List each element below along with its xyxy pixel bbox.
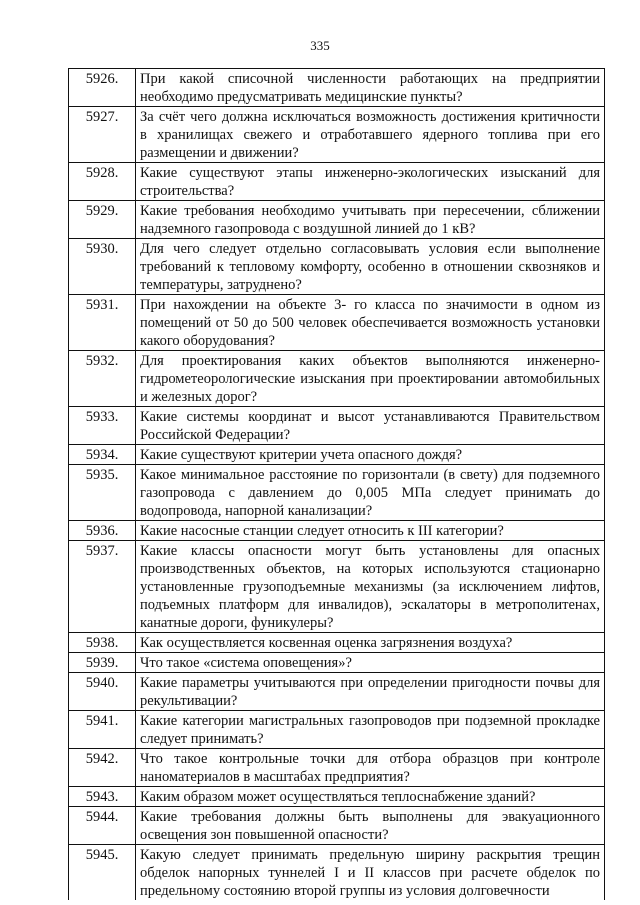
page-number: 335 (310, 38, 330, 53)
row-number: 5937. (69, 541, 136, 633)
table-row (69, 163, 605, 201)
question-text: Какие параметры учитываются при определении пригодности почвы для рекультивации? (136, 673, 605, 711)
table-row (69, 541, 605, 633)
table-row (69, 201, 605, 239)
table-row (69, 711, 605, 749)
question-text: Какие классы опасности могут быть установлены для опасных производственных объектов, на которых используются стационарно установленные грузоподъемные механизмы (за исключением лифтов, подъемных платформ для инвалидов), эскалаторы в метрополитенах, канатные дороги, фуникулеры? (136, 541, 605, 633)
row-number: 5943. (69, 787, 136, 807)
row-number: 5929. (69, 201, 136, 239)
table-row (69, 749, 605, 787)
row-number: 5931. (69, 295, 136, 351)
question-text: Какие требования должны быть выполнены для эвакуационного освещения зон повышенной опасности? (136, 807, 605, 845)
table-row (69, 845, 605, 901)
question-text: Что такое «система оповещения»? (136, 653, 605, 673)
row-number: 5932. (69, 351, 136, 407)
question-text: Какие системы координат и высот устанавливаются Правительством Российской Федерации? (136, 407, 605, 445)
question-text: Какую следует принимать предельную ширину раскрытия трещин обделок напорных туннелей I и II классов при расчете обделок по предельному состоянию второй группы из условия долговечности (136, 845, 605, 901)
table-row (69, 407, 605, 445)
row-number: 5928. (69, 163, 136, 201)
row-number: 5944. (69, 807, 136, 845)
row-number: 5936. (69, 521, 136, 541)
row-number: 5926. (69, 69, 136, 107)
row-number: 5940. (69, 673, 136, 711)
row-number: 5927. (69, 107, 136, 163)
question-text: За счёт чего должна исключаться возможность достижения критичности в хранилищах свежего и отработавшего ядерного топлива при его размещении и движении? (136, 107, 605, 163)
question-text: Для проектирования каких объектов выполняются инженерно-гидрометеорологические изыскания при проектировании автомобильных и железных дорог? (136, 351, 605, 407)
row-number: 5933. (69, 407, 136, 445)
question-text: Какие насосные станции следует относить к III категории? (136, 521, 605, 541)
question-text: Какое минимальное расстояние по горизонтали (в свету) для подземного газопровода с давлением до 0,005 МПа следует принимать до водопровода, напорной канализации? (136, 465, 605, 521)
question-text: При какой списочной численности работающих на предприятии необходимо предусматривать медицинские пункты? (136, 69, 605, 107)
table-row (69, 633, 605, 653)
question-text: При нахождении на объекте 3- го класса по значимости в одном из помещений от 50 до 500 человек обеспечивается возможность установки какого оборудования? (136, 295, 605, 351)
row-number: 5941. (69, 711, 136, 749)
table-row (69, 465, 605, 521)
table-row (69, 69, 605, 107)
question-text: Каким образом может осуществляться теплоснабжение зданий? (136, 787, 605, 807)
question-text: Какие существуют критерии учета опасного дождя? (136, 445, 605, 465)
table-row (69, 107, 605, 163)
question-text: Какие категории магистральных газопроводов при подземной прокладке следует принимать? (136, 711, 605, 749)
row-number: 5930. (69, 239, 136, 295)
question-text: Какие существуют этапы инженерно-экологических изысканий для строительства? (136, 163, 605, 201)
row-number: 5945. (69, 845, 136, 901)
question-text: Что такое контрольные точки для отбора образцов при контроле наноматериалов в масштабах предприятия? (136, 749, 605, 787)
table-row (69, 295, 605, 351)
table-row (69, 239, 605, 295)
row-number: 5935. (69, 465, 136, 521)
question-text: Как осуществляется косвенная оценка загрязнения воздуха? (136, 633, 605, 653)
question-text: Какие требования необходимо учитывать при пересечении, сближении надземного газопровода с воздушной линией до 1 кВ? (136, 201, 605, 239)
question-text: Для чего следует отдельно согласовывать условия если выполнение требований к тепловому комфорту, особенно в отношении сквозняков и температуры, затруднено? (136, 239, 605, 295)
row-number: 5942. (69, 749, 136, 787)
row-number: 5938. (69, 633, 136, 653)
table-row (69, 653, 605, 673)
questions-table (68, 68, 605, 900)
table-row (69, 787, 605, 807)
table-row (69, 445, 605, 465)
table-row (69, 673, 605, 711)
row-number: 5939. (69, 653, 136, 673)
row-number: 5934. (69, 445, 136, 465)
table-row (69, 521, 605, 541)
table-row (69, 807, 605, 845)
table-row (69, 351, 605, 407)
